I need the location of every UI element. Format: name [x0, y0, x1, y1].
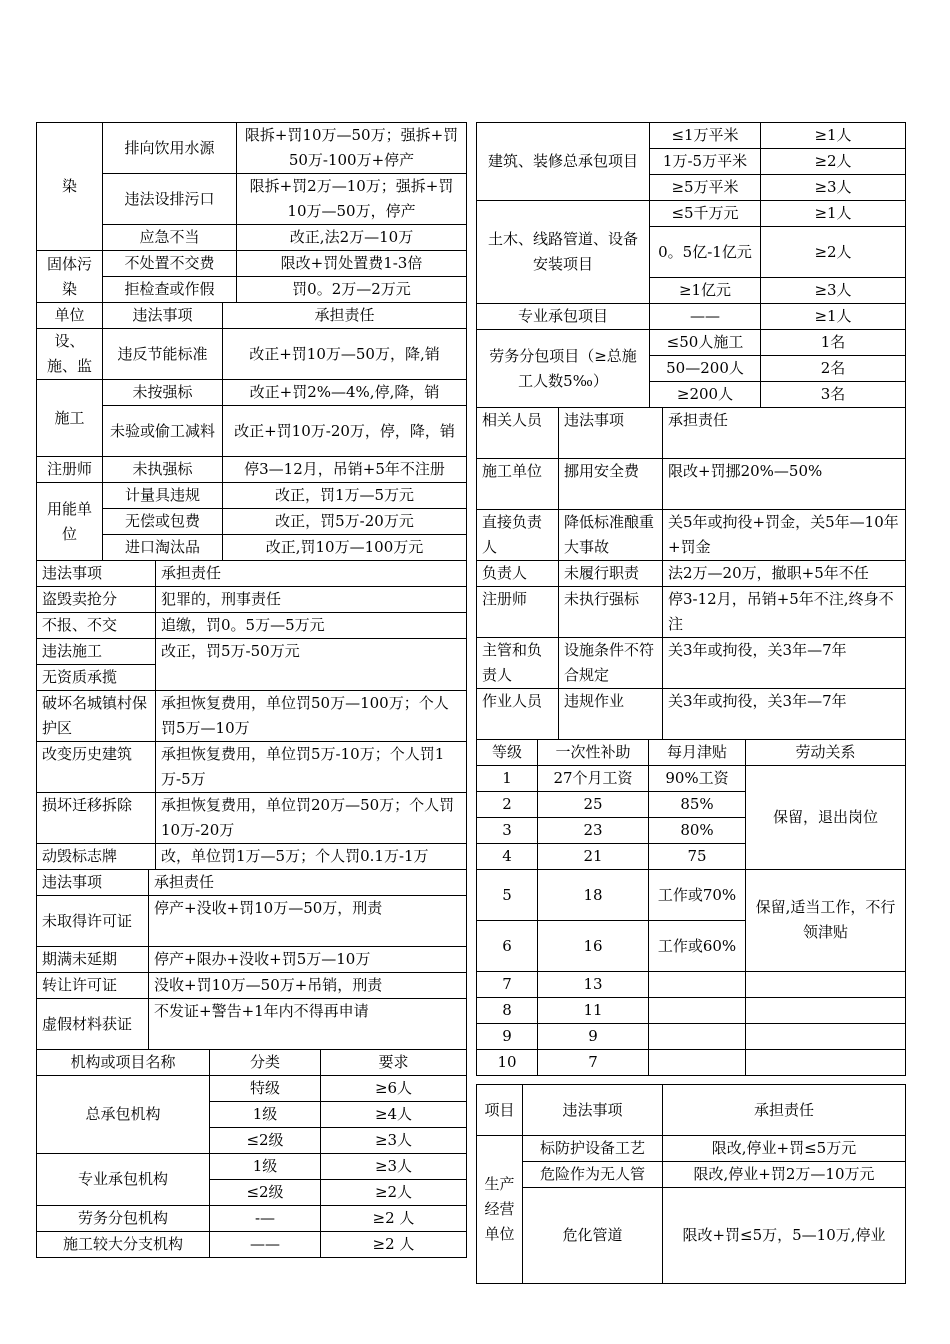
requirement-cell: ≥2人	[761, 149, 906, 175]
table-row	[37, 483, 467, 509]
project-type-cell: 劳务分包项目（≥总施工人数5‰）	[477, 330, 650, 408]
penalty-cell: 关5年或拘役+罚金，关5年—10年+罚金	[663, 510, 906, 561]
violation-cell: 未执行强标	[559, 587, 663, 638]
table-row	[37, 639, 467, 665]
requirement-cell: ≥3人	[761, 278, 906, 304]
org-name-cell: 专业承包机构	[37, 1154, 210, 1206]
allowance-cell: 工作或60%	[649, 921, 746, 972]
violation-cell: 转让许可证	[37, 973, 149, 999]
grade-cell: 4	[477, 844, 538, 870]
table-row	[37, 844, 467, 870]
violation-cell: 未按强标	[103, 380, 223, 406]
table-row	[37, 123, 467, 174]
scale-cell: ≥200人	[650, 382, 761, 408]
grade-cell: 2	[477, 792, 538, 818]
org-name-cell: 施工较大分支机构	[37, 1232, 210, 1258]
violation-cell: 危险作为无人管	[523, 1162, 663, 1188]
column-header: 承担责任	[149, 870, 467, 896]
labor-relation-cell: 保留，退出岗位	[746, 766, 906, 870]
violation-cell: 未执强标	[103, 457, 223, 483]
column-header: 违法事项	[103, 303, 223, 329]
lump-sum-cell: 7	[538, 1050, 649, 1076]
penalty-cell: 停产+限办+没收+罚5万—10万	[149, 947, 467, 973]
grade-cell: 10	[477, 1050, 538, 1076]
column-header: 违法事项	[37, 870, 149, 896]
violation-cell: 不报、不交	[37, 613, 156, 639]
table-row	[37, 251, 467, 277]
lump-sum-cell: 25	[538, 792, 649, 818]
table-row	[477, 587, 906, 638]
penalty-cell: 改，单位罚1万—5万；个人罚0.1万-1万	[156, 844, 467, 870]
lump-sum-cell: 18	[538, 870, 649, 921]
category-cell: 固体污染	[37, 251, 103, 303]
allowance-cell: 90%工资	[649, 766, 746, 792]
violation-cell: 进口淘汰品	[103, 535, 223, 561]
requirement-cell: 2名	[761, 356, 906, 382]
person-cell: 作业人员	[477, 689, 559, 740]
left-column	[36, 122, 467, 1258]
violation-cell: 无偿或包费	[103, 509, 223, 535]
penalty-cell: 关3年或拘役，关3年—7年	[663, 689, 906, 740]
violation-cell: 应急不当	[103, 225, 237, 251]
violation-cell: 危化管道	[523, 1188, 663, 1284]
violation-cell: 改变历史建筑	[37, 742, 156, 793]
grade-cell: ≤2级	[210, 1128, 321, 1154]
table-row	[37, 999, 467, 1050]
lump-sum-cell: 21	[538, 844, 649, 870]
allowance-cell	[649, 972, 746, 998]
grade-cell: ≤2级	[210, 1180, 321, 1206]
table-row	[37, 947, 467, 973]
penalty-cell: 改正+罚2%—4%,停,降，销	[223, 380, 467, 406]
unit-cell: 生产经营单位	[477, 1136, 523, 1284]
violation-cell: 未取得许可证	[37, 896, 149, 947]
allowance-cell: 85%	[649, 792, 746, 818]
table-row	[477, 459, 906, 510]
table-row	[37, 973, 467, 999]
violation-cell: 违反节能标准	[103, 329, 223, 380]
violation-cell: 盗毁卖抢分	[37, 587, 156, 613]
scale-cell: ——	[650, 304, 761, 330]
labor-relation-cell	[746, 1024, 906, 1050]
violation-cell: 降低标准酿重大事故	[559, 510, 663, 561]
table-row	[477, 972, 906, 998]
table-row	[37, 1206, 467, 1232]
allowance-cell: 80%	[649, 818, 746, 844]
requirement-cell: ≥2人	[761, 227, 906, 278]
violation-cell: 不处置不交费	[103, 251, 237, 277]
table-header-row	[37, 1050, 467, 1076]
violation-cell: 动毁标志牌	[37, 844, 156, 870]
table-header-row	[37, 870, 467, 896]
requirement-cell: ≥1人	[761, 304, 906, 330]
scale-cell: ≥5万平米	[650, 175, 761, 201]
requirement-cell: ≥4人	[321, 1102, 467, 1128]
penalty-cell: 没收+罚10万—50万+吊销，刑责	[149, 973, 467, 999]
violation-cell: 违规作业	[559, 689, 663, 740]
grade-cell: ——	[210, 1232, 321, 1258]
violation-cell: 未履行职责	[559, 561, 663, 587]
scale-cell: ≤50人施工	[650, 330, 761, 356]
penalty-cell: 承担恢复费用，单位罚50万—100万；个人罚5万—10万	[156, 691, 467, 742]
grade-cell: 1	[477, 766, 538, 792]
penalty-cell: 改正+罚10万—50万，降,销	[223, 329, 467, 380]
lump-sum-cell: 23	[538, 818, 649, 844]
labor-relation-cell	[746, 972, 906, 998]
table-row	[37, 742, 467, 793]
requirement-cell: ≥3人	[321, 1154, 467, 1180]
requirement-cell: ≥6人	[321, 1076, 467, 1102]
penalty-cell: 改正,法2万—10万	[237, 225, 467, 251]
table-header-row	[477, 740, 906, 766]
column-header: 劳动关系	[746, 740, 906, 766]
penalty-cell: 限改+罚挪20%—50%	[663, 459, 906, 510]
violation-cell: 排向饮用水源	[103, 123, 237, 174]
table-row	[37, 613, 467, 639]
category-cell: 染	[37, 123, 103, 251]
penalty-cell: 停产+没收+罚10万—50万，刑责	[149, 896, 467, 947]
org-staffing-table	[36, 1049, 467, 1258]
project-type-cell: 建筑、装修总承包项目	[477, 123, 650, 201]
unit-cell: 设、施、监	[37, 329, 103, 380]
column-header: 每月津贴	[649, 740, 746, 766]
violation-cell: 标防护设备工艺	[523, 1136, 663, 1162]
table-row	[477, 1050, 906, 1076]
requirement-cell: ≥2 人	[321, 1232, 467, 1258]
penalty-cell: 改正，罚5万-50万元	[156, 639, 467, 691]
violation-cell: 违法施工	[37, 639, 156, 665]
violation-cell: 违法设排污口	[103, 174, 237, 225]
grade-cell: -—	[210, 1206, 321, 1232]
requirement-cell: 3名	[761, 382, 906, 408]
lump-sum-cell: 27个月工资	[538, 766, 649, 792]
penalty-cell: 限拆+罚2万—10万；强拆+罚10万—50万，停产	[237, 174, 467, 225]
allowance-cell	[649, 1024, 746, 1050]
column-header: 机构或项目名称	[37, 1050, 210, 1076]
grade-cell: 6	[477, 921, 538, 972]
requirement-cell: ≥3人	[761, 175, 906, 201]
violation-cell: 无资质承揽	[37, 665, 156, 691]
table-header-row	[37, 303, 467, 329]
table-row	[477, 510, 906, 561]
table-row	[477, 638, 906, 689]
scale-cell: ≤5千万元	[650, 201, 761, 227]
unit-cell: 注册师	[37, 457, 103, 483]
violation-cell: 期满未延期	[37, 947, 149, 973]
requirement-cell: ≥1人	[761, 201, 906, 227]
column-header: 要求	[321, 1050, 467, 1076]
penalty-cell: 停3-12月，吊销+5年不注,终身不注	[663, 587, 906, 638]
scale-cell: ≥1亿元	[650, 278, 761, 304]
column-header: 项目	[477, 1085, 523, 1136]
table-header-row	[37, 561, 467, 587]
table-row	[37, 1232, 467, 1258]
hazard-liability-table	[476, 1084, 906, 1284]
scale-cell: 50—200人	[650, 356, 761, 382]
column-header: 承担责任	[663, 1085, 906, 1136]
labor-relation-cell: 保留,适当工作，不行领津贴	[746, 870, 906, 972]
person-cell: 施工单位	[477, 459, 559, 510]
person-cell: 主管和负责人	[477, 638, 559, 689]
requirement-cell: ≥2 人	[321, 1206, 467, 1232]
project-type-cell: 专业承包项目	[477, 304, 650, 330]
grade-cell: 1级	[210, 1102, 321, 1128]
grade-cell: 7	[477, 972, 538, 998]
pollution-penalty-table	[36, 122, 467, 303]
penalty-cell: 改正,罚10万—100万元	[223, 535, 467, 561]
requirement-cell: ≥1人	[761, 123, 906, 149]
penalty-cell: 不发证+警告+1年内不得再申请	[149, 999, 467, 1050]
injury-grade-table	[476, 739, 906, 1076]
violation-cell: 挪用安全费	[559, 459, 663, 510]
table-row	[477, 201, 906, 227]
column-header: 等级	[477, 740, 538, 766]
allowance-cell: 工作或70%	[649, 870, 746, 921]
violation-cell: 计量具违规	[103, 483, 223, 509]
table-header-row	[477, 408, 906, 459]
table-row	[477, 766, 906, 792]
grade-cell: 5	[477, 870, 538, 921]
violation-cell: 拒检查或作假	[103, 277, 237, 303]
unit-cell: 施工	[37, 380, 103, 457]
table-row	[477, 1136, 906, 1162]
column-header: 承担责任	[223, 303, 467, 329]
column-header: 一次性补助	[538, 740, 649, 766]
table-row	[37, 457, 467, 483]
requirement-cell: ≥2人	[321, 1180, 467, 1206]
violation-cell: 设施条件不符合规定	[559, 638, 663, 689]
scale-cell: 0。5亿-1亿元	[650, 227, 761, 278]
right-column	[476, 122, 906, 1284]
energy-saving-table	[36, 302, 467, 561]
table-row	[477, 123, 906, 149]
allowance-cell	[649, 998, 746, 1024]
person-cell: 负责人	[477, 561, 559, 587]
penalty-cell: 改正+罚10万-20万，停，降，销	[223, 406, 467, 457]
unit-cell: 用能单位	[37, 483, 103, 561]
violation-cell: 虚假材料获证	[37, 999, 149, 1050]
allowance-cell	[649, 1050, 746, 1076]
table-row	[477, 1188, 906, 1284]
lump-sum-cell: 9	[538, 1024, 649, 1050]
table-row	[37, 691, 467, 742]
grade-cell: 3	[477, 818, 538, 844]
column-header: 承担责任	[156, 561, 467, 587]
lump-sum-cell: 13	[538, 972, 649, 998]
table-row	[477, 1024, 906, 1050]
project-type-cell: 土木、线路管道、设备安装项目	[477, 201, 650, 304]
grade-cell: 9	[477, 1024, 538, 1050]
penalty-cell: 限改+罚≤5万，5—10万,停业	[663, 1188, 906, 1284]
heritage-protection-table	[36, 560, 467, 870]
table-row	[477, 330, 906, 356]
lump-sum-cell: 11	[538, 998, 649, 1024]
table-row	[477, 998, 906, 1024]
penalty-cell: 限改+罚处置费1-3倍	[237, 251, 467, 277]
table-header-row	[477, 1085, 906, 1136]
column-header: 违法事项	[523, 1085, 663, 1136]
allowance-cell: 75	[649, 844, 746, 870]
grade-cell: 1级	[210, 1154, 321, 1180]
requirement-cell: ≥3人	[321, 1128, 467, 1154]
penalty-cell: 限拆+罚10万—50万；强拆+罚50万-100万+停产	[237, 123, 467, 174]
project-staffing-table	[476, 122, 906, 408]
column-header: 分类	[210, 1050, 321, 1076]
person-cell: 注册师	[477, 587, 559, 638]
table-row	[37, 587, 467, 613]
penalty-cell: 承担恢复费用，单位罚5万-10万；个人罚1万-5万	[156, 742, 467, 793]
column-header: 违法事项	[37, 561, 156, 587]
column-header: 承担责任	[663, 408, 906, 459]
person-cell: 直接负责人	[477, 510, 559, 561]
penalty-cell: 罚0。2万—2万元	[237, 277, 467, 303]
column-header: 单位	[37, 303, 103, 329]
penalty-cell: 改正，罚5万-20万元	[223, 509, 467, 535]
labor-relation-cell	[746, 1050, 906, 1076]
table-row	[37, 380, 467, 406]
labor-relation-cell	[746, 998, 906, 1024]
column-header: 违法事项	[559, 408, 663, 459]
penalty-cell: 限改,停业+罚≤5万元	[663, 1136, 906, 1162]
table-row	[37, 896, 467, 947]
grade-cell: 8	[477, 998, 538, 1024]
violation-cell: 破坏名城镇村保护区	[37, 691, 156, 742]
table-row	[477, 870, 906, 921]
safety-liability-table	[476, 407, 906, 740]
penalty-cell: 停3—12月，吊销+5年不注册	[223, 457, 467, 483]
column-header: 相关人员	[477, 408, 559, 459]
scale-cell: 1万-5万平米	[650, 149, 761, 175]
scale-cell: ≤1万平米	[650, 123, 761, 149]
violation-cell: 未验或偷工减料	[103, 406, 223, 457]
violation-cell: 损坏迁移拆除	[37, 793, 156, 844]
table-row	[37, 1076, 467, 1102]
lump-sum-cell: 16	[538, 921, 649, 972]
penalty-cell: 追缴，罚0。5万—5万元	[156, 613, 467, 639]
table-row	[477, 304, 906, 330]
penalty-cell: 关3年或拘役，关3年—7年	[663, 638, 906, 689]
org-name-cell: 劳务分包机构	[37, 1206, 210, 1232]
penalty-cell: 承担恢复费用，单位罚20万—50万；个人罚10万-20万	[156, 793, 467, 844]
penalty-cell: 改正，罚1万—5万元	[223, 483, 467, 509]
table-row	[37, 793, 467, 844]
table-row	[37, 1154, 467, 1180]
table-row	[477, 561, 906, 587]
org-name-cell: 总承包机构	[37, 1076, 210, 1154]
license-violation-table	[36, 869, 467, 1050]
table-row	[37, 329, 467, 380]
penalty-cell: 法2万—20万，撤职+5年不任	[663, 561, 906, 587]
table-row	[477, 689, 906, 740]
requirement-cell: 1名	[761, 330, 906, 356]
grade-cell: 特级	[210, 1076, 321, 1102]
table-row	[477, 1162, 906, 1188]
penalty-cell: 犯罪的，刑事责任	[156, 587, 467, 613]
penalty-cell: 限改,停业+罚2万—10万元	[663, 1162, 906, 1188]
